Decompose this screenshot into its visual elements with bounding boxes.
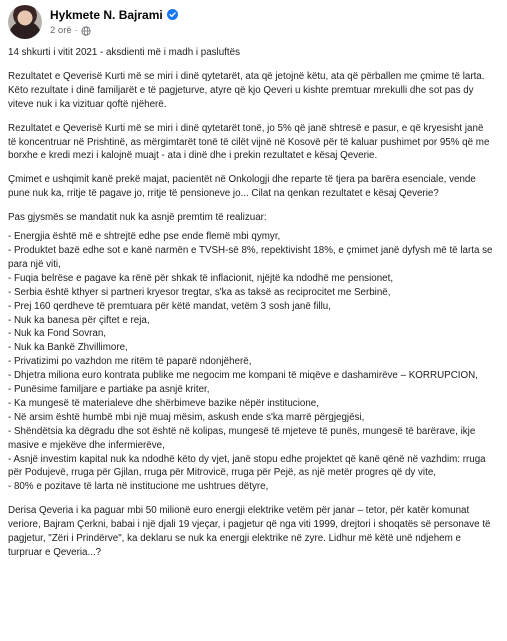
list-item: - Dhjetra miliona euro kontrata publike me negocim me kompani të miqëve e dashamirëve – KORRUPCION,: [8, 370, 478, 382]
post-paragraph: Rezultatet e Qeverisë Kurti më se miri i dinë qytetarët, ata që jetojnë këtu, ata që përballen me çmime të larta. Këto rezultate i dinë familjarët e të pagjeturve, atyre që kjo Qeveri u kishte premtuar mrekulli dhe sot pas dy viteve nuk i ka vizituar qoftë njëherë.: [8, 70, 485, 110]
post-headline: 14 shkurti i vitit 2021 - aksdienti më i madh i pasluftës: [8, 47, 240, 58]
list-item: - Punësime familjare e partiake pa asnjë kriter,: [8, 384, 210, 396]
list-item: - Shëndëtsia ka dëgradu dhe sot është në kolipas, mungesë të mjeteve të punës, mungesë të barërave, ikje masive e mjekëve dhe infermierëve,: [8, 425, 476, 451]
author-meta: [50, 7, 178, 38]
globe-icon[interactable]: [81, 26, 91, 36]
list-item: - Asnjë investim kapital nuk ka ndodhë këto dy vjet, janë stopu edhe projektet që kanë qënë në vazhdim: rruga për Podujevë, rruga për Gjilan, rruga për Mitrovicë, rruga për Pejë, as një metër progres që dy vite,: [8, 453, 486, 479]
post-meta-row: [50, 24, 178, 38]
author-name-row: [50, 7, 178, 23]
separator-dot: ·: [74, 24, 78, 36]
post-header: [8, 5, 499, 39]
promises-list-block: [8, 211, 493, 494]
list-item: - Në arsim është humbë mbi një muaj mësim, askush ende s'ka marrë përgjegjësi,: [8, 411, 365, 423]
post-paragraph: Rezultatet e Qeverisë Kurti më se miri i dinë qytetarët tonë, jo 5% që janë shtresë e pasur, e që kryesisht janë të koncentruar në Prishtinë, as mërgimtarët tonë të cilët vijnë në Kosovë për të kaluar pushimet por 95% që me borxhe e kredi mezi i kalojnë muajt - ata i dinë dhe i prekin rezultatet e kësaj Qeverie.: [8, 122, 490, 162]
list-item: - Prej 160 qerdheve të premtuara për këtë mandat, vetëm 3 sosh janë fillu,: [8, 300, 331, 312]
author-name[interactable]: Hykmete N. Bajrami: [50, 7, 163, 22]
post-closing-paragraph: Derisa Qeveria i ka paguar mbi 50 milionë euro energji elektrike vetëm për janar – tetor, për katër komunat veriore, Bajram Çerkni, babai i një djali 19 vjeçar, i pagjetur që nga viti 1999, drejtori i shoqatës së personave të pagjetur, "Zëri i Prindërve", ka deklaru se nuk ka energji elektrike në zyre. Lidhur më këtë unë ndjehem e turpruar e Qeveria...?: [8, 505, 491, 558]
list-item: - Produktet bazë edhe sot e kanë narmën e TVSH-së 8%, repektivisht 18%, e çmimet janë dyfysh më të larta se para një viti,: [8, 244, 493, 270]
list-intro: Pas gjysmës se mandatit nuk ka asnjë premtim të realizuar:: [8, 212, 267, 224]
list-item: - Ka mungesë të materialeve dhe shërbimeve bazike nëpër institucione,: [8, 397, 319, 409]
list-item: - Privatizimi po vazhdon me ritëm të paparë ndonjëherë,: [8, 356, 252, 368]
post-paragraph: Çmimet e ushqimit kanë prekë majat, pacientët në Onkologji dhe reparte të tjera pa barëra esenciale, vende pune nuk ka, rritje të pagave jo, rritje të pensioneve jo... Cilat na qenkan rezultatet e kësaj Qeverie?: [8, 174, 476, 200]
list-item: - Serbia është kthyer si partneri kryesor tregtar, s'ka as taksë as reciprocitet me Serbinë,: [8, 286, 391, 298]
list-item: - Nuk ka banesa për çiftet e reja,: [8, 314, 150, 326]
author-avatar[interactable]: [8, 5, 42, 39]
list-item: - Nuk ka Bankë Zhvillimore,: [8, 342, 128, 354]
verified-badge-icon: [167, 9, 178, 20]
post-body: [8, 46, 499, 560]
list-item: - Fuqia belrëse e pagave ka rënë për shkak të inflacionit, njëjtë ka ndodhë me pensionet,: [8, 272, 394, 284]
promises-list: [8, 230, 493, 494]
list-item: - 80% e pozitave të larta në institucione me ushtrues dëtyre,: [8, 481, 269, 493]
list-item: - Energjia është më e shtrejtë edhe pse ende flemë mbi qymyr,: [8, 231, 281, 243]
list-item: - Nuk ka Fond Sovran,: [8, 328, 107, 340]
post-timestamp[interactable]: 2 orë: [50, 24, 72, 36]
